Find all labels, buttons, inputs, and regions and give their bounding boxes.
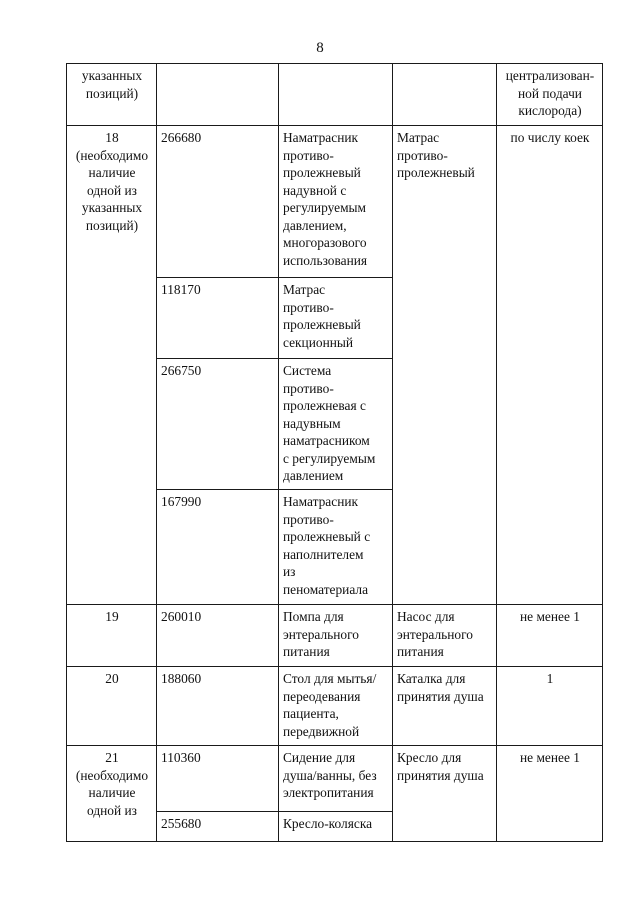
page-number: 8 bbox=[316, 40, 324, 56]
code-cell: 118170 bbox=[157, 278, 279, 359]
equipment-kind-cell: Матрас противо- пролежневый bbox=[393, 126, 497, 605]
code-cell: 188060 bbox=[157, 667, 279, 746]
row-number-cell: 18 (необходимо наличие одной из указанных позиций) bbox=[67, 126, 157, 605]
item-name-cell: Система противо- пролежневая с надувным наматрасником с регулируемым давлением bbox=[279, 359, 393, 490]
table-row bbox=[67, 126, 603, 278]
code-cell: 266680 bbox=[157, 126, 279, 278]
table-row bbox=[67, 64, 603, 126]
code-cell: 266750 bbox=[157, 359, 279, 490]
row-number-cell: 21 (необходимо наличие одной из bbox=[67, 746, 157, 842]
row-number-cell: 19 bbox=[67, 605, 157, 667]
quantity-cell: не менее 1 bbox=[497, 746, 603, 842]
row-number-cell: указанных позиций) bbox=[67, 64, 157, 126]
code-cell: 167990 bbox=[157, 490, 279, 605]
table-row bbox=[67, 605, 603, 667]
item-name-cell: Сидение для душа/ванны, без электропитания bbox=[279, 746, 393, 812]
equipment-table bbox=[66, 63, 603, 842]
quantity-cell: по числу коек bbox=[497, 126, 603, 605]
item-name-cell: Кресло-коляска bbox=[279, 812, 393, 842]
equipment-kind-cell: Насос для энтерального питания bbox=[393, 605, 497, 667]
equipment-kind-cell: Каталка для принятия душа bbox=[393, 667, 497, 746]
code-cell: 110360 bbox=[157, 746, 279, 812]
quantity-cell: не менее 1 bbox=[497, 605, 603, 667]
table-row bbox=[67, 746, 603, 812]
row-number-cell: 20 bbox=[67, 667, 157, 746]
item-name-cell: Матрас противо- пролежневый секционный bbox=[279, 278, 393, 359]
item-name-cell: Помпа для энтерального питания bbox=[279, 605, 393, 667]
quantity-cell: 1 bbox=[497, 667, 603, 746]
item-name-cell: Наматрасник противо- пролежневый с наполнителем из пеноматериала bbox=[279, 490, 393, 605]
equipment-kind-cell: Кресло для принятия душа bbox=[393, 746, 497, 842]
item-name-cell: Стол для мытья/ переодевания пациента, передвижной bbox=[279, 667, 393, 746]
code-cell: 255680 bbox=[157, 812, 279, 842]
item-name-cell bbox=[279, 64, 393, 126]
code-cell: 260010 bbox=[157, 605, 279, 667]
code-cell bbox=[157, 64, 279, 126]
table-row bbox=[67, 667, 603, 746]
equipment-kind-cell bbox=[393, 64, 497, 126]
item-name-cell: Наматрасник противо- пролежневый надувной с регулируемым давлением, многоразового использования bbox=[279, 126, 393, 278]
quantity-cell: централизован- ной подачи кислорода) bbox=[497, 64, 603, 126]
